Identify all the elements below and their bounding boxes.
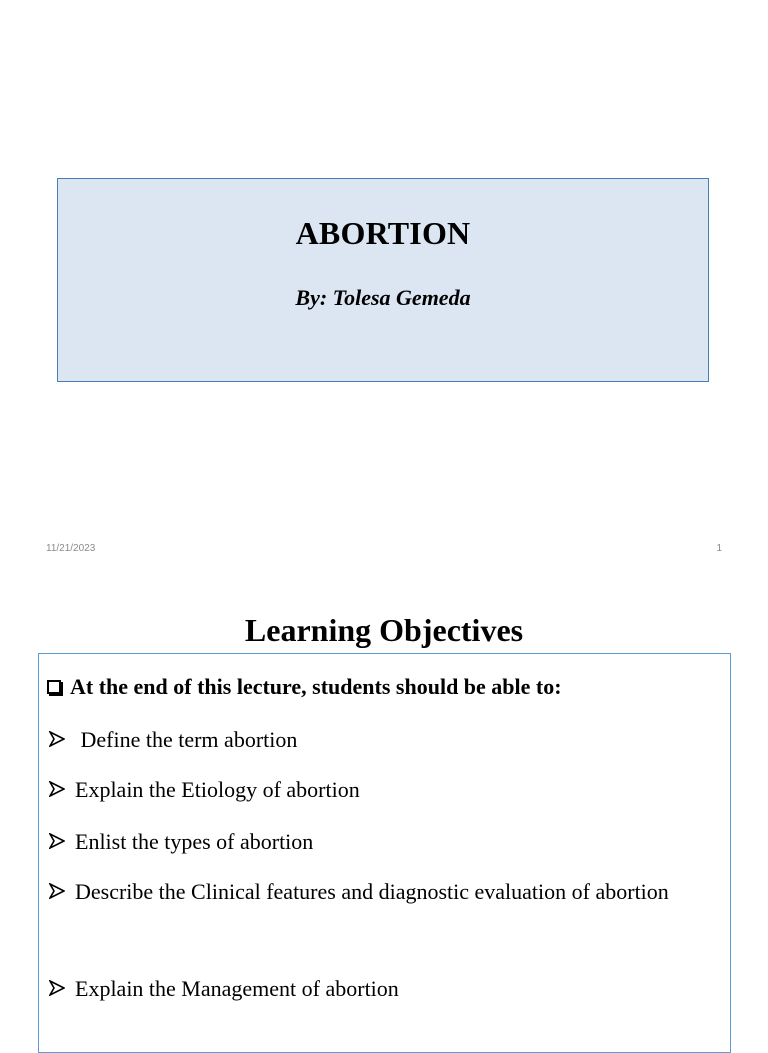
learning-objectives-heading: Learning Objectives — [244, 612, 524, 648]
arrowhead-icon — [47, 818, 75, 865]
title-box — [57, 178, 709, 382]
arrowhead-icon — [47, 965, 75, 1012]
footer-date: 11/21/2023 — [46, 543, 96, 554]
arrowhead-icon — [47, 716, 75, 763]
objective-text: Describe the Clinical features and diagnostic evaluation of abortion — [75, 879, 669, 904]
objectives-intro-text: At the end of this lecture, students should be able to: — [70, 674, 562, 699]
objective-text: Explain the Management of abortion — [75, 976, 399, 1001]
objective-item — [47, 716, 695, 763]
slide-2 — [0, 575, 768, 1024]
slide-title: ABORTION — [295, 215, 471, 251]
arrowhead-icon — [47, 766, 75, 813]
objective-text: Enlist the types of abortion — [75, 829, 314, 854]
objective-item — [47, 818, 695, 865]
objective-item — [47, 868, 695, 915]
author-byline: By: Tolesa Gemeda — [295, 285, 471, 310]
objective-item — [47, 965, 695, 1012]
objectives-box — [38, 653, 731, 1053]
objectives-intro — [47, 674, 562, 700]
objective-text: Explain the Etiology of abortion — [75, 777, 360, 802]
objective-text: Define the term abortion — [75, 727, 298, 752]
checkbox-icon — [47, 680, 61, 694]
arrowhead-icon — [47, 868, 75, 915]
page-number: 1 — [716, 543, 722, 554]
objective-item — [47, 766, 695, 813]
